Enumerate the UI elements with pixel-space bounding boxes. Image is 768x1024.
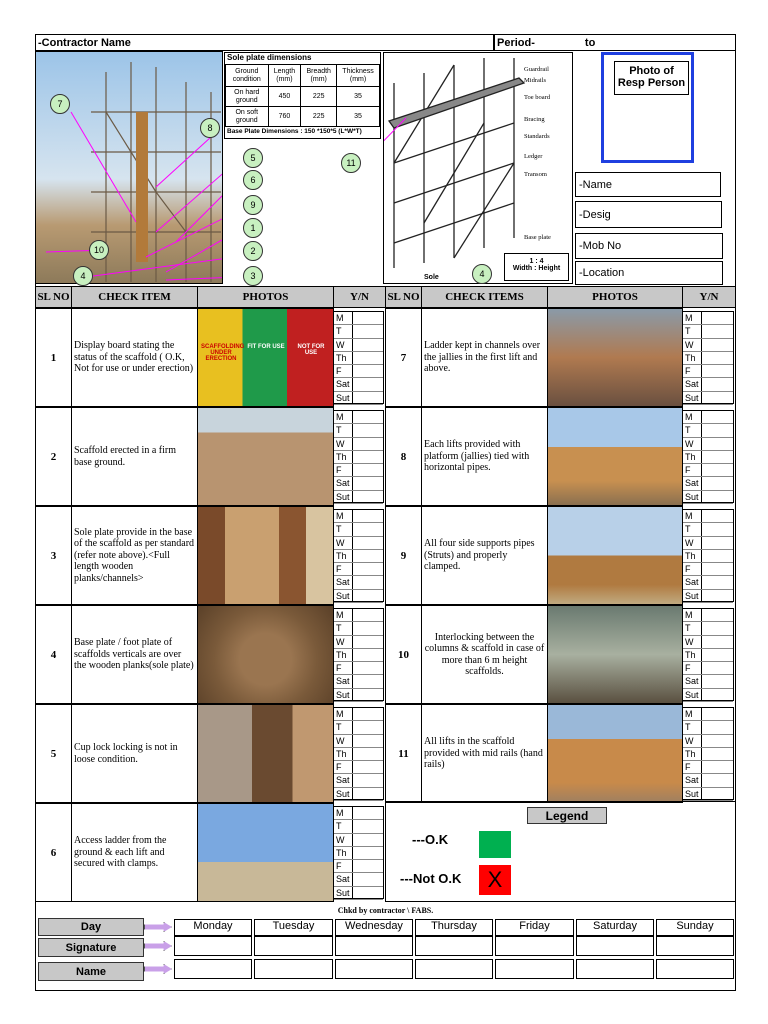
signature-row-label: Signature (38, 938, 144, 957)
check-item-text: Each lifts provided with platform (jallies) tied with horizontal pipes. (421, 407, 548, 506)
yn-day-t[interactable] (334, 622, 383, 635)
yn-day-sut[interactable] (334, 590, 383, 603)
yn-day-f[interactable] (334, 365, 383, 378)
yn-day-t[interactable] (334, 325, 383, 338)
col-sl-no-left: SL NO (35, 286, 72, 308)
yn-day-th[interactable] (683, 352, 733, 365)
day-label: Th (685, 451, 702, 463)
desig-field[interactable]: -Desig (575, 201, 722, 228)
day-label: F (685, 464, 702, 476)
yn-day-w[interactable] (683, 537, 733, 550)
day-label: Sat (685, 477, 702, 489)
yn-day-t[interactable] (334, 820, 383, 833)
day-label: Sat (336, 873, 353, 885)
legend-ok-swatch (479, 831, 511, 858)
day-label: T (336, 325, 353, 337)
yn-day-t[interactable] (683, 622, 733, 635)
day-row-label: Day (38, 918, 144, 936)
check-item-photo (197, 506, 334, 605)
day-label: Th (685, 352, 702, 364)
marker-1: 1 (243, 218, 263, 238)
contractor-name-field[interactable]: -Contractor Name (35, 34, 494, 51)
day-label: Sut (685, 491, 702, 503)
day-label: Sut (685, 392, 702, 404)
label-toe-board: Toe board (524, 94, 551, 101)
day-label: W (685, 339, 702, 351)
day-label: M (685, 609, 702, 621)
day-thursday: Thursday (415, 919, 493, 936)
day-label: Sat (685, 576, 702, 588)
day-label: T (336, 820, 353, 832)
signature-cell-tuesday[interactable] (254, 936, 333, 956)
name-cell-tuesday[interactable] (254, 959, 333, 979)
yn-checklist[interactable] (682, 509, 734, 602)
yn-day-w[interactable] (683, 438, 733, 451)
yn-day-sut[interactable] (683, 590, 733, 603)
day-label: Th (685, 550, 702, 562)
check-item-photo (547, 308, 683, 407)
check-item-photo (197, 605, 334, 704)
yn-day-sut[interactable] (334, 491, 383, 504)
yn-day-sut[interactable] (334, 689, 383, 702)
yn-day-w[interactable] (334, 735, 383, 748)
sl-number: 1 (35, 308, 72, 407)
check-item-photo (547, 506, 683, 605)
day-label: F (336, 464, 353, 476)
yn-day-m[interactable] (683, 312, 733, 325)
cell: On soft ground (226, 107, 269, 127)
yn-day-f[interactable] (683, 563, 733, 576)
day-label: Sat (685, 774, 702, 786)
sl-number: 10 (385, 605, 422, 704)
yn-day-m[interactable] (334, 609, 383, 622)
yn-checklist[interactable] (333, 707, 384, 800)
resp-person-photo-box[interactable] (601, 52, 694, 163)
yn-day-w[interactable] (334, 636, 383, 649)
day-label: T (336, 721, 353, 733)
col-photos-left: PHOTOS (197, 286, 334, 308)
yn-day-w[interactable] (683, 735, 733, 748)
sl-number: 8 (385, 407, 422, 506)
day-label: T (336, 523, 353, 535)
day-label: Th (336, 352, 353, 364)
check-item-text: Interlocking between the columns & scaffold in case of more than 6 m height scaffolds. (421, 605, 548, 704)
check-item-text: Base plate / foot plate of scaffolds verticals are over the wooden planks(sole plate) (71, 605, 198, 704)
ratio-label: Width : Height (512, 265, 561, 272)
yn-day-m[interactable] (334, 411, 383, 424)
yn-checklist[interactable] (682, 608, 734, 701)
day-label: W (685, 537, 702, 549)
day-label: F (685, 761, 702, 773)
yn-day-th[interactable] (683, 451, 733, 464)
col-breadth: Breadth (mm) (301, 65, 337, 87)
signature-cell-saturday[interactable] (576, 936, 654, 956)
check-item-photo (547, 407, 683, 506)
scaffold-sketch (36, 52, 223, 284)
day-label: Th (336, 847, 353, 859)
sign-text: FIT FOR USE (247, 344, 285, 350)
name-cell-saturday[interactable] (576, 959, 654, 979)
yn-day-sat[interactable] (334, 477, 383, 490)
chkd-by-label: Chkd by contractor \ FABS. (337, 906, 434, 915)
col-yn-left: Y/N (333, 286, 386, 308)
day-monday: Monday (174, 919, 252, 936)
day-label: Sat (336, 675, 353, 687)
sign-text: SCAFFOLDING UNDER ERECTION (201, 344, 245, 362)
check-item-text: Cup lock locking is not in loose condition. (71, 704, 198, 803)
sl-number: 9 (385, 506, 422, 605)
yn-day-sat[interactable] (334, 378, 383, 391)
day-label: T (685, 325, 702, 337)
yn-day-m[interactable] (683, 510, 733, 523)
yn-day-w[interactable] (334, 537, 383, 550)
day-label: Sat (336, 378, 353, 390)
scaffold-diagram (383, 52, 573, 284)
legend-ok-label: ---O.K (412, 832, 449, 847)
day-label: W (685, 636, 702, 648)
legend-not-ok-swatch: X (479, 865, 511, 895)
yn-day-m[interactable] (683, 708, 733, 721)
name-cell-friday[interactable] (495, 959, 574, 979)
day-label: M (336, 807, 353, 819)
day-label: M (336, 312, 353, 324)
day-label: Th (336, 550, 353, 562)
sl-number: 7 (385, 308, 422, 407)
yn-day-sut[interactable] (334, 788, 383, 801)
marker-4: 4 (73, 266, 93, 286)
day-label: W (336, 438, 353, 450)
yn-day-sat[interactable] (334, 675, 383, 688)
day-label: Th (336, 748, 353, 760)
site-scaffold-photo (35, 51, 223, 284)
check-item-photo (197, 803, 334, 902)
yn-day-f[interactable] (683, 662, 733, 675)
check-item-text: All four side supports pipes (Struts) and properly clamped. (421, 506, 548, 605)
day-wednesday: Wednesday (335, 919, 413, 936)
day-label: Sut (336, 392, 353, 404)
marker-5: 5 (243, 148, 263, 168)
check-item-text: All lifts in the scaffold provided with mid rails (hand rails) (421, 704, 548, 803)
yn-day-sat[interactable] (683, 774, 733, 787)
day-sunday: Sunday (656, 919, 734, 936)
yn-day-t[interactable] (334, 424, 383, 437)
period-field[interactable] (494, 34, 736, 51)
col-sl-no-right: SL NO (385, 286, 422, 308)
day-label: T (685, 424, 702, 436)
check-item-text: Ladder kept in channels over the jallies in the first lift and above. (421, 308, 548, 407)
to-label: to (584, 36, 596, 49)
yn-checklist[interactable] (333, 311, 384, 404)
day-label: Sut (336, 887, 353, 899)
marker-6: 6 (243, 170, 263, 190)
day-label: M (685, 708, 702, 720)
col-photos-right: PHOTOS (547, 286, 683, 308)
marker-2: 2 (243, 241, 263, 261)
name-row-label: Name (38, 962, 144, 981)
yn-day-m[interactable] (334, 312, 383, 325)
yn-day-m[interactable] (334, 807, 383, 820)
day-label: T (685, 523, 702, 535)
resp-person-photo-label: Photo of Resp Person (614, 61, 689, 95)
yn-checklist[interactable] (682, 410, 734, 503)
day-label: Sat (685, 675, 702, 687)
signature-cell-thursday[interactable] (415, 936, 493, 956)
check-item-text: Scaffold erected in a firm base ground. (71, 407, 198, 506)
day-label: T (685, 622, 702, 634)
name-cell-thursday[interactable] (415, 959, 493, 979)
day-label: Sat (336, 774, 353, 786)
yn-day-w[interactable] (683, 636, 733, 649)
mob-no-field[interactable]: -Mob No (575, 233, 723, 259)
legend-not-ok-label: ---Not O.K (400, 871, 462, 886)
day-label: F (336, 761, 353, 773)
label-guardrail: Guardrail (524, 66, 549, 73)
check-item-text: Sole plate provide in the base of the scaffold as per standard (refer note above).<Full length wooden planks/channels> (71, 506, 198, 605)
yn-day-t[interactable] (683, 721, 733, 734)
day-label: W (685, 735, 702, 747)
sl-number: 5 (35, 704, 72, 803)
yn-day-w[interactable] (683, 339, 733, 352)
cell: 35 (337, 107, 380, 127)
cell: 760 (268, 107, 301, 127)
yn-day-sut[interactable] (683, 491, 733, 504)
yn-day-sat[interactable] (334, 873, 383, 886)
label-bracing: Bracing (524, 116, 545, 123)
sl-number: 2 (35, 407, 72, 506)
marker-7: 7 (50, 94, 70, 114)
check-item-photo (547, 704, 683, 803)
day-label: W (685, 438, 702, 450)
name-cell-monday[interactable] (174, 959, 252, 979)
day-label: M (336, 708, 353, 720)
day-label: Sat (336, 576, 353, 588)
name-field[interactable]: -Name (575, 172, 721, 197)
yn-day-f[interactable] (334, 761, 383, 774)
yn-day-f[interactable] (334, 563, 383, 576)
day-label: Sut (336, 590, 353, 602)
yn-day-t[interactable] (334, 721, 383, 734)
marker-4-diagram: 4 (472, 264, 492, 284)
yn-day-w[interactable] (334, 339, 383, 352)
sl-number: 6 (35, 803, 72, 902)
yn-day-sut[interactable] (334, 392, 383, 405)
yn-checklist[interactable] (333, 806, 384, 899)
sole-plate-grid (225, 64, 380, 127)
yn-day-th[interactable] (334, 352, 383, 365)
day-label: Th (685, 649, 702, 661)
yn-day-th[interactable] (334, 451, 383, 464)
marker-11: 11 (341, 153, 361, 173)
marker-9: 9 (243, 195, 263, 215)
yn-day-sat[interactable] (683, 675, 733, 688)
day-label: Sut (685, 788, 702, 800)
day-label: Th (336, 649, 353, 661)
yn-day-t[interactable] (334, 523, 383, 536)
yn-day-m[interactable] (683, 609, 733, 622)
day-label: Sat (336, 477, 353, 489)
yn-day-th[interactable] (334, 847, 383, 860)
legend-title: Legend (527, 807, 607, 824)
day-label: W (336, 834, 353, 846)
yn-day-sat[interactable] (683, 477, 733, 490)
yn-day-th[interactable] (683, 748, 733, 761)
sole-plate-title: Sole plate dimensions (227, 53, 312, 62)
yn-day-sat[interactable] (683, 378, 733, 391)
day-friday: Friday (495, 919, 574, 936)
sign-text: NOT FOR USE (297, 344, 325, 356)
day-label: Th (685, 748, 702, 760)
yn-day-m[interactable] (334, 708, 383, 721)
label-sole: Sole (424, 274, 439, 281)
day-label: M (336, 510, 353, 522)
day-label: Th (336, 451, 353, 463)
sole-plate-table (224, 52, 381, 139)
day-label: Sut (685, 590, 702, 602)
day-label: F (685, 563, 702, 575)
signature-cell-sunday[interactable] (656, 936, 734, 956)
day-label: Sat (685, 378, 702, 390)
day-label: F (336, 860, 353, 872)
day-label: Sut (336, 689, 353, 701)
yn-day-sut[interactable] (683, 788, 733, 801)
day-label: F (336, 365, 353, 377)
yn-checklist[interactable] (682, 707, 734, 800)
yn-checklist[interactable] (333, 608, 384, 701)
yn-day-t[interactable] (683, 325, 733, 338)
label-transom: Transom (524, 171, 547, 178)
day-label: F (685, 365, 702, 377)
col-ground: Ground condition (226, 65, 269, 87)
yn-day-f[interactable] (683, 365, 733, 378)
col-length: Length (mm) (268, 65, 301, 87)
yn-day-th[interactable] (334, 748, 383, 761)
yn-day-sut[interactable] (334, 887, 383, 900)
day-label: Sut (336, 491, 353, 503)
day-label: F (685, 662, 702, 674)
col-yn-right: Y/N (682, 286, 736, 308)
yn-day-th[interactable] (683, 649, 733, 662)
ratio-value: 1 : 4 (529, 258, 544, 265)
name-cell-sunday[interactable] (656, 959, 734, 979)
day-label: M (685, 510, 702, 522)
day-label: W (336, 339, 353, 351)
ratio-box (504, 253, 569, 281)
yn-day-f[interactable] (683, 464, 733, 477)
day-label: M (685, 411, 702, 423)
yn-day-sat[interactable] (334, 576, 383, 589)
marker-3: 3 (243, 266, 263, 286)
name-cell-wednesday[interactable] (335, 959, 413, 979)
col-check-items: CHECK ITEMS (421, 286, 548, 308)
signature-cell-monday[interactable] (174, 936, 252, 956)
yn-day-f[interactable] (683, 761, 733, 774)
label-midrails: Midrails (524, 77, 547, 84)
yn-day-t[interactable] (683, 523, 733, 536)
scaffold-diagram-drawing (384, 53, 572, 283)
check-item-photo (197, 407, 334, 506)
day-label: T (336, 622, 353, 634)
col-thickness: Thickness (mm) (337, 65, 380, 87)
yn-day-m[interactable] (334, 510, 383, 523)
base-plate-dimensions: Base Plate Dimensions : 150 *150*5 (L*W*T) (227, 128, 362, 135)
label-standards: Standards (524, 133, 550, 140)
yn-day-w[interactable] (334, 438, 383, 451)
day-label: F (336, 563, 353, 575)
yn-day-t[interactable] (683, 424, 733, 437)
day-label: Sut (685, 689, 702, 701)
day-label: M (336, 609, 353, 621)
sl-number: 4 (35, 605, 72, 704)
day-label: W (336, 735, 353, 747)
label-ledger: Ledger (524, 153, 543, 160)
cell: 35 (337, 87, 380, 107)
day-label: M (336, 411, 353, 423)
day-tuesday: Tuesday (254, 919, 333, 936)
cell: 225 (301, 107, 337, 127)
day-saturday: Saturday (576, 919, 654, 936)
yn-day-sut[interactable] (683, 392, 733, 405)
yn-day-m[interactable] (683, 411, 733, 424)
check-item-photo (197, 308, 334, 407)
sl-number: 11 (385, 704, 422, 803)
day-label: W (336, 636, 353, 648)
yn-day-f[interactable] (334, 464, 383, 477)
day-label: T (336, 424, 353, 436)
yn-day-th[interactable] (334, 649, 383, 662)
day-label: M (685, 312, 702, 324)
day-label: Sut (336, 788, 353, 800)
yn-checklist[interactable] (333, 509, 384, 602)
label-base-plate: Base plate (524, 234, 551, 241)
day-label: W (336, 537, 353, 549)
day-label: T (685, 721, 702, 733)
day-label: F (336, 662, 353, 674)
yn-day-w[interactable] (334, 834, 383, 847)
cell: 450 (268, 87, 301, 107)
check-item-text: Access ladder from the ground & each lift and secured with clamps. (71, 803, 198, 902)
check-item-text: Display board stating the status of the scaffold ( O.K, Not for use or under erection) (71, 308, 198, 407)
yn-checklist[interactable] (682, 311, 734, 404)
signature-cell-friday[interactable] (495, 936, 574, 956)
sl-number: 3 (35, 506, 72, 605)
yn-checklist[interactable] (333, 410, 384, 503)
yn-day-th[interactable] (334, 550, 383, 563)
yn-day-th[interactable] (683, 550, 733, 563)
check-item-photo (547, 605, 683, 704)
yn-day-sat[interactable] (683, 576, 733, 589)
signature-cell-wednesday[interactable] (335, 936, 413, 956)
check-item-photo (197, 704, 334, 803)
yn-day-sut[interactable] (683, 689, 733, 702)
yn-day-f[interactable] (334, 662, 383, 675)
cell: On hard ground (226, 87, 269, 107)
yn-day-sat[interactable] (334, 774, 383, 787)
cell: 225 (301, 87, 337, 107)
marker-8: 8 (200, 118, 220, 138)
period-label: Period- (497, 36, 535, 49)
location-field[interactable]: -Location (575, 261, 723, 285)
yn-day-f[interactable] (334, 860, 383, 873)
marker-10: 10 (89, 240, 109, 260)
col-check-item: CHECK ITEM (71, 286, 198, 308)
